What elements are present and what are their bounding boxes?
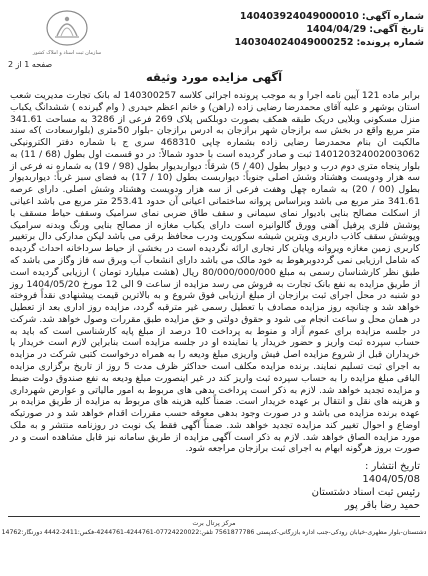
notice-meta: [234, 10, 424, 49]
notice-number-label: شماره آگهی:: [361, 11, 424, 22]
registry-emblem-icon: [39, 6, 95, 50]
emblem: [22, 6, 112, 58]
case-number-row: [234, 36, 424, 49]
signer-role: رئیس ثبت اسناد دشتستان: [311, 487, 420, 498]
footer-divider: [8, 516, 420, 517]
case-number-label: شماره پرونده:: [356, 37, 424, 48]
footer-site: مرکز پرتال برت: [192, 519, 236, 527]
page-count: صفحه 1 از 2: [8, 60, 53, 69]
notice-date-row: [268, 23, 424, 36]
notice-number-row: [239, 10, 424, 23]
footer: [0, 516, 428, 536]
publish-date-row: [10, 460, 420, 473]
notice-date: 1404/04/29: [306, 24, 367, 35]
case-number: 140304024049000252: [234, 37, 354, 48]
footer-address: دشتستان-بلوار مطهری-خیابان رودکی-جنب اداره بازرگانی-کدپستی 7561877786 تلفن:07724220022-4244761-4244761-فکس:2411-4442 دورنگار:14762: [1, 529, 427, 536]
publish-date-label: تاریخ انتشار :: [365, 461, 420, 472]
publish-date: 1404/05/08: [362, 474, 420, 485]
signer-name: حمید رضا باقر پور: [344, 500, 420, 511]
emblem-caption: سازمان ثبت اسناد و املاک کشور: [32, 50, 102, 56]
notice-body-paragraph: برابر ماده 121 آیین نامه اجرا و به موجب پرونده اجرائی کلاسه 140300257 له بانک تجارت مدیریت شعب استان بوشهر و علیه آقای محمدرضا رضایی زاده (راهن) و خانم اعظم حیدری ( وام گیرنده ) ششدانگ یکباب منزل مسکونی وبلایی دریک طبقه همکف بصورت دوبلکس پلاک 269 فرعی از 3286 به مساحت 341.61 متر مربع واقع در بخش سه برازجان شهر برازجان به ادرس برازجان -بلوار 50متری (بلوارسعادت )که سند مالکیت ان بنام محمدرضا رضایی زاده بشماره چاپی 468310 سری ج با شماره دفتر الکترونیکی 140120324002003062 ثبت و صادر گردیده است با حدود شمالاً: در دو قسمت اول بطول (68 / 11) به بلوار پنجاه متری دوم درب و دیوار بطول (40 / 5) شرقاً: دیواربدیوار بطول (98 / 19) به شماره نه فرعی از سه هزار ودویست وهشتاد وشش اصلی جنوباً: دیواربست بطول (10 / 17) به فضای سبز غرباً: دیواربدیوار بطول (00 / 20) به شماره چهل وهفت فرعی از سه هزار ودویست وهشتاد وشش اصلی. دارای عرصه 341.61 متر مربع می باشد وبراساس پروانه ساختمانی اعیانی آن حدود 253.41 متر مربع می باشد اعیانی از اسکلت مصالح بنایی بادیوار نمای سیمانی و سقف طاق ضربی نمای سرامیک وسقف حیاط مسقف با پوشش فلزی پرفیل آهنی وورق گالوانیزه است دارای یکباب مغازه از مصالح بنایی ورنگ وبدنه سرامیک وپوشش سقف کاذب داربری ویترین شیشه سکوریت ودرب محافظ برقی می باشد لیکن مدارکی دال برتغییر کاربری زمین مغازه ویروانه وپایان کار تجاری ارائه نگردیده است در بخشی از حیاط سرداخانه احداث گردیده که شامل ارزیابی نمی گرددوبرهوط به خود مالک می باشد دارای انشعاب آب وبرق سه فاز وگاز می باشد که طبق نظر کارشناسان رسمی به مبلغ 80/000/000/000 ریال (هشت میلیارد تومان ) ارزیابی گردیده است از طریق مزایده به نفع بانک تجارت به فروش می رسد مزایده از ساعت 9 الی 12 مورخ 1404/05/20 روز دو شنبه در محل اجرای ثبت برازجان از مبلغ ارزیابی فوق شروع و به بالاترین قیمت پیشنهادی نقداً فروخته خواهد شد و چنانچه روز مزایده مصادف با تعطیل رسمی غیر مترقبه گردد، مزایده روز اداری بعد از تعطیل در همان محل و ساعت انجام می شود و حقوق دولتی و حق مزایده طبق مقررات وصول خواهد شد. شرکت در جلسه مزایده برای عموم آزاد و منوط به پرداخت 10 درصد از مبلغ پایه کارشناسی است که باید به حساب سپرده ثبت واریز و حضور خریدار یا نماینده او در جلسه مزایده است بنابراین لازم است خریدار یا خریداران قبل از شروع مزایده اصل فیش واریزی مبلغ ودیعه را به همراه درخواست کتبی شرکت در مزایده به اجرای ثبت تسلیم نمایند. برنده مزایده مکلف است حداکثر ظرف مدت 5 روز از تاریخ برگزاری مزایده الباقی مبلغ مزایده را به حساب سپرده ثبت واریز کند در غیر اینصورت مبلغ ودیعه به نفع صندوق دولت ضبط و مزایده تجدید خواهد شد. لازم به ذکر است پرداخت بدهی های مربوط به امور مالیاتی و عوارض شهرداری و هزینه های نقل و انتقال بر عهده خریدار است. ضمناً کلیه هزینه های مربوط به مزایده از طریق مزایده بر عهده برنده مزایده می باشد و در صورت وجود بدهی معوقه حسب مقررات اقدام خواهد شد و در صورتیکه اوضاع و احوال تغییر کند مزایده تجدید خواهد شد. ضمناً آگهی فقط یک نوبت در روزنامه منتشر و به ملک مورد مزایده الصاق خواهد شد. لازم به ذکر است آگهی مزایده از طریق سامانه نیز قابل مشاهده است و در صورت بروز هرگونه ابهام به اجرای ثبت برازجان مراجعه شود.: [10, 90, 421, 455]
notice-number: 140403924049000010: [239, 11, 359, 22]
signature-block: [10, 460, 420, 512]
notice-body: [10, 90, 420, 455]
notice-date-label: تاریخ آگهی:: [369, 24, 424, 35]
notice-title: آگهی مزایده مورد وثیقه: [145, 70, 283, 84]
